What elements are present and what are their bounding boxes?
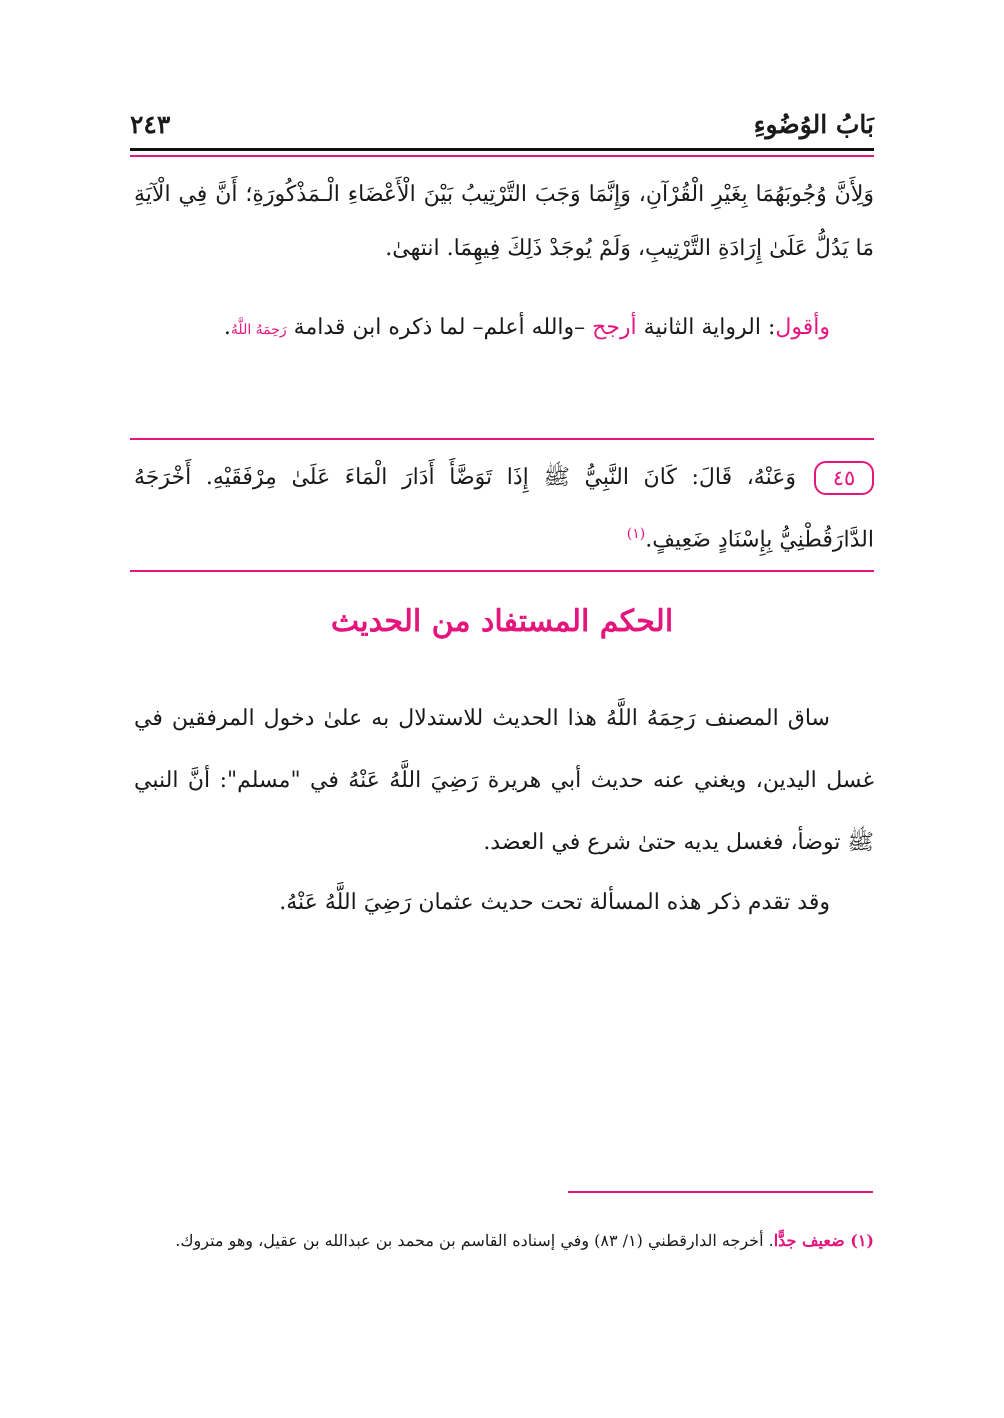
footnote: [134, 1222, 874, 1260]
footnote-ref[interactable]: (١): [626, 526, 646, 542]
header-accent-rule: [130, 155, 874, 157]
footnote-text: . أخرجه الدارقطني (١/ ٨٣) وفي إسناده القاسم بن محمد بن عبدالله بن عقيل، وهو متروك.: [175, 1231, 774, 1250]
ruling-paragraph: [134, 688, 874, 874]
opinion-highlight: أرجح: [592, 315, 637, 340]
hadith-text: وَعَنْهُ، قَالَ: كَانَ النَّبِيُّ ﷺ إِذَا تَوَضَّأَ أَدَارَ الْمَاءَ عَلَىٰ مِرْفَقَيْهِ. أَخْرَجَهُ الدَّارَقُطْنِيُّ بِإِسْنَادٍ ضَعِيفٍ.: [134, 465, 874, 553]
closing-text: وقد تقدم ذكر هذه المسألة تحت حديث عثمان رَضِيَ اللَّهُ عَنْهُ.: [279, 890, 830, 915]
header-rule: [130, 148, 874, 151]
hadith-bottom-rule: [130, 570, 874, 572]
running-header: [130, 108, 874, 148]
section-heading: الحكم المستفاد من الحديث: [330, 604, 674, 639]
opinion-end: .: [223, 315, 231, 340]
footnote-label: (١) ضعيف جدًّا: [773, 1231, 874, 1250]
hadith-block: [134, 450, 874, 568]
hadith-top-rule: [130, 438, 874, 440]
chapter-title: بَابُ الوُضُوءِ: [753, 110, 874, 139]
page-number: ٢٤٣: [130, 110, 171, 139]
opinion-text-2: –والله أعلم– لما ذكره ابن قدامة: [286, 315, 593, 340]
commentary-paragraph-2: [134, 304, 874, 354]
ruling-text: ساق المصنف رَحِمَهُ اللَّهُ هذا الحديث للاستدلال به علىٰ دخول المرفقين في غسل اليدين، ويغني عنه حديث أبي هريرة رَضِيَ اللَّهُ عَنْهُ في "مسلم": أنَّ النبي ﷺ توضأ، فغسل يديه حتىٰ شرع في العضد.: [134, 706, 874, 855]
opinion-text-1: : الرواية الثانية: [636, 315, 776, 340]
honorific-glyph: رَحِمَهُ اللَّهُ: [230, 322, 287, 338]
opinion-lead: وأقول: [775, 315, 830, 340]
closing-paragraph: [134, 878, 874, 928]
commentary-paragraph-1: وَلِأَنَّ وُجُوبَهُمَا بِغَيْرِ الْقُرْآنِ، وَإِنَّمَا وَجَبَ التَّرْتِيبُ بَيْنَ الْأَعْضَاءِ الْـمَذْكُورَةِ؛ أَنَّ فِي الْآيَةِ مَا يَدُلُّ عَلَىٰ إِرَادَةِ التَّرْتِيبِ، وَلَمْ يُوجَدْ ذَلِكَ فِيهِمَا. انتهىٰ.: [134, 182, 874, 261]
hadith-number-badge: ٤٥: [814, 461, 874, 495]
footnote-separator: [568, 1191, 873, 1193]
